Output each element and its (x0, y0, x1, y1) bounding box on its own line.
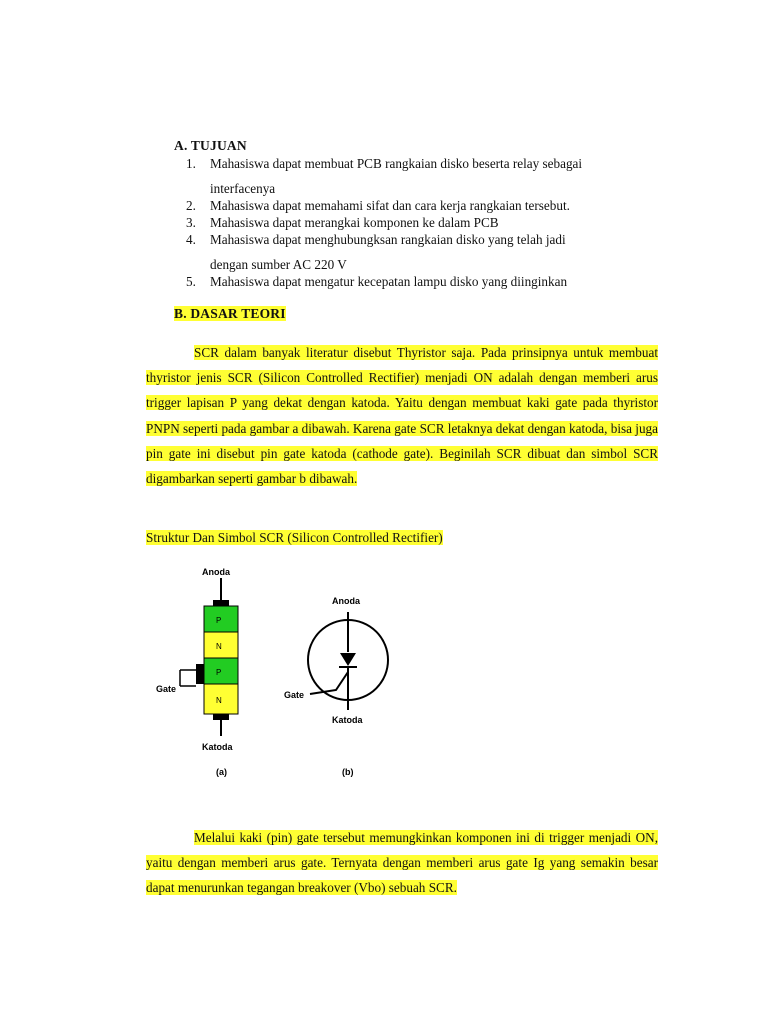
structure-cathode-label: Katoda (202, 742, 233, 752)
list-text: Mahasiswa dapat memahami sifat dan cara kerja rangkaian tersebut. (210, 198, 570, 213)
symbol-sub-label: (b) (342, 767, 354, 777)
list-item (186, 214, 658, 231)
scr-figure (150, 560, 450, 790)
paragraph-1-text: SCR dalam banyak literatur disebut Thyristor saja. Pada prinsipnya untuk membuat thyristor jenis SCR (Silicon Controlled Rectifier) menjadi ON adalah dengan memberi arus trigger lapisan P yang dekat dengan katoda. Yaitu dengan membuat kaki gate pada thyristor PNPN seperti pada gambar a dibawah. Karena gate SCR letaknya dekat dengan katoda, bisa juga pin gate ini disebut pin gate katoda (cathode gate). Beginilah SCR dibuat dan simbol SCR digambarkan seperti gambar b dibawah. (146, 345, 658, 487)
section-a-heading: A. TUJUAN (174, 138, 247, 153)
symbol-anode-label: Anoda (332, 596, 360, 606)
list-number: 2. (186, 198, 196, 213)
list-item (186, 231, 658, 248)
list-item (186, 155, 658, 172)
list-text: Mahasiswa dapat menghubungksan rangkaian disko yang telah jadi (210, 232, 566, 247)
figure-caption: Struktur Dan Simbol SCR (Silicon Controlled Rectifier) (146, 530, 443, 545)
paragraph-1 (146, 340, 658, 491)
layer-p1-label: P (216, 616, 222, 625)
list-item-continuation (186, 256, 658, 273)
list-text: Mahasiswa dapat merangkai komponen ke dalam PCB (210, 215, 499, 230)
diode-triangle (340, 653, 356, 666)
objectives-list (186, 155, 658, 290)
list-number: 4. (186, 232, 196, 247)
list-item (186, 197, 658, 214)
scr-structure-diagram (156, 567, 238, 777)
structure-gate-label: Gate (156, 684, 177, 694)
paragraph-2 (146, 825, 658, 901)
layer-p2-label: P (216, 668, 222, 677)
scr-symbol-diagram (284, 596, 388, 777)
structure-sub-label: (a) (216, 767, 227, 777)
list-number: 3. (186, 215, 196, 230)
layer-n1-label: N (216, 642, 222, 651)
list-text: interfacenya (210, 181, 276, 196)
gate-terminal (196, 664, 204, 684)
symbol-gate-label: Gate (284, 690, 305, 700)
list-item-continuation (186, 180, 658, 197)
list-number: 1. (186, 156, 196, 171)
anode-terminal (213, 600, 229, 606)
symbol-cathode-label: Katoda (332, 715, 363, 725)
structure-anode-label: Anoda (202, 567, 230, 577)
list-text: Mahasiswa dapat mengatur kecepatan lampu disko yang diinginkan (210, 274, 568, 289)
list-number: 5. (186, 274, 196, 289)
list-text: dengan sumber AC 220 V (210, 257, 347, 272)
section-b-heading: B. DASAR TEORI (174, 306, 286, 321)
cathode-terminal (213, 714, 229, 720)
paragraph-2-text: Melalui kaki (pin) gate tersebut memungkinkan komponen ini di trigger menjadi ON, yaitu dengan memberi arus gate. Ternyata dengan memberi arus gate Ig yang semakin besar dapat menurunkan tegangan breakover (Vbo) sebuah SCR. (146, 830, 658, 896)
list-text: Mahasiswa dapat membuat PCB rangkaian disko beserta relay sebagai (210, 156, 583, 171)
list-item (186, 273, 658, 290)
layer-n2-label: N (216, 696, 222, 705)
